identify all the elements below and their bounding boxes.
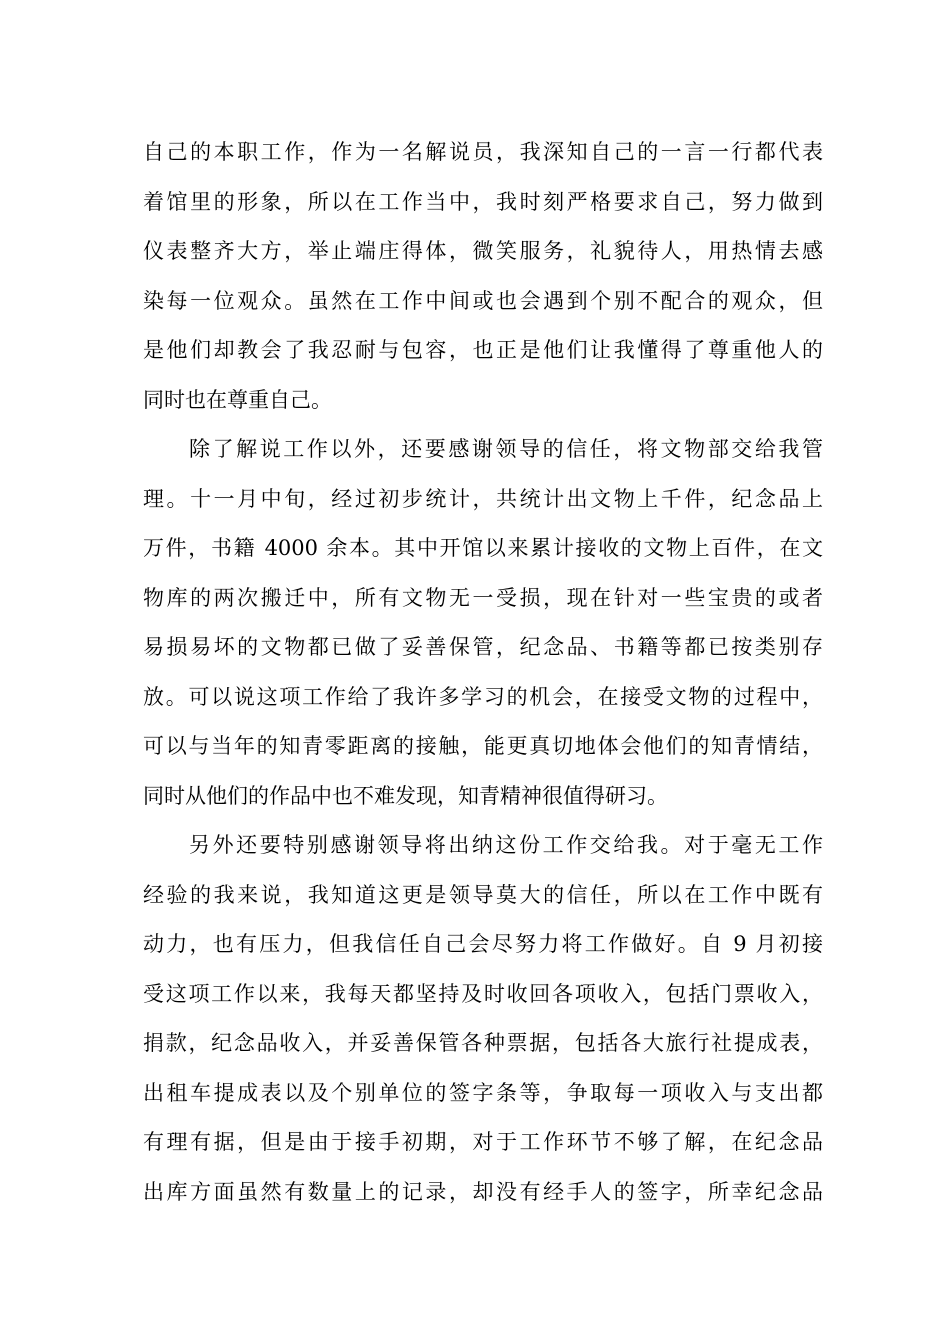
text-line: 同时从他们的作品中也不难发现，知青精神很值得研习。 bbox=[143, 783, 668, 808]
text-line: 除了解说工作以外，还要感谢领导的信任，将文物部交给我管 bbox=[189, 437, 823, 461]
text-line: 同时也在尊重自己。 bbox=[143, 387, 332, 412]
text-line: 可以与当年的知青零距离的接触，能更真切地体会他们的知青情结， bbox=[143, 734, 823, 758]
text-line: 受这项工作以来，我每天都坚持及时收回各项收入，包括门票收入， bbox=[143, 981, 823, 1006]
text-line: 万件，书籍 4000 余本。其中开馆以来累计接收的文物上百件，在文 bbox=[143, 536, 823, 560]
document-body bbox=[143, 128, 823, 1217]
text-line: 仪表整齐大方，举止端庄得体，微笑服务，礼貌待人，用热情去感 bbox=[143, 239, 823, 263]
text-line: 着馆里的形象，所以在工作当中，我时刻严格要求自己，努力做到 bbox=[143, 189, 823, 214]
text-line: 是他们却教会了我忍耐与包容，也正是他们让我懂得了尊重他人的 bbox=[143, 338, 823, 362]
text-line: 自己的本职工作，作为一名解说员，我深知自己的一言一行都代表 bbox=[143, 140, 823, 164]
text-line: 另外还要特别感谢领导将出纳这份工作交给我。对于毫无工作 bbox=[189, 833, 823, 857]
text-line: 经验的我来说，我知道这更是领导莫大的信任，所以在工作中既有 bbox=[143, 882, 823, 907]
text-line: 捐款，纪念品收入，并妥善保管各种票据，包括各大旅行社提成表， bbox=[143, 1031, 823, 1055]
text-line: 出库方面虽然有数量上的记录，却没有经手人的签字，所幸纪念品 bbox=[143, 1179, 823, 1204]
text-line: 易损易坏的文物都已做了妥善保管，纪念品、书籍等都已按类别存 bbox=[143, 635, 823, 659]
text-line: 理。十一月中旬，经过初步统计，共统计出文物上千件，纪念品上 bbox=[143, 486, 823, 511]
text-line: 出租车提成表以及个别单位的签字条等，争取每一项收入与支出都 bbox=[143, 1080, 823, 1105]
text-line: 放。可以说这项工作给了我许多学习的机会，在接受文物的过程中， bbox=[143, 684, 823, 709]
text-line: 物库的两次搬迁中，所有文物无一受损，现在针对一些宝贵的或者 bbox=[143, 585, 823, 610]
text-line: 染每一位观众。虽然在工作中间或也会遇到个别不配合的观众，但 bbox=[143, 288, 823, 313]
text-line: 有理有据，但是由于接手初期，对于工作环节不够了解，在纪念品 bbox=[143, 1130, 823, 1154]
text-line: 动力，也有压力，但我信任自己会尽努力将工作做好。自 9 月初接 bbox=[143, 932, 823, 956]
